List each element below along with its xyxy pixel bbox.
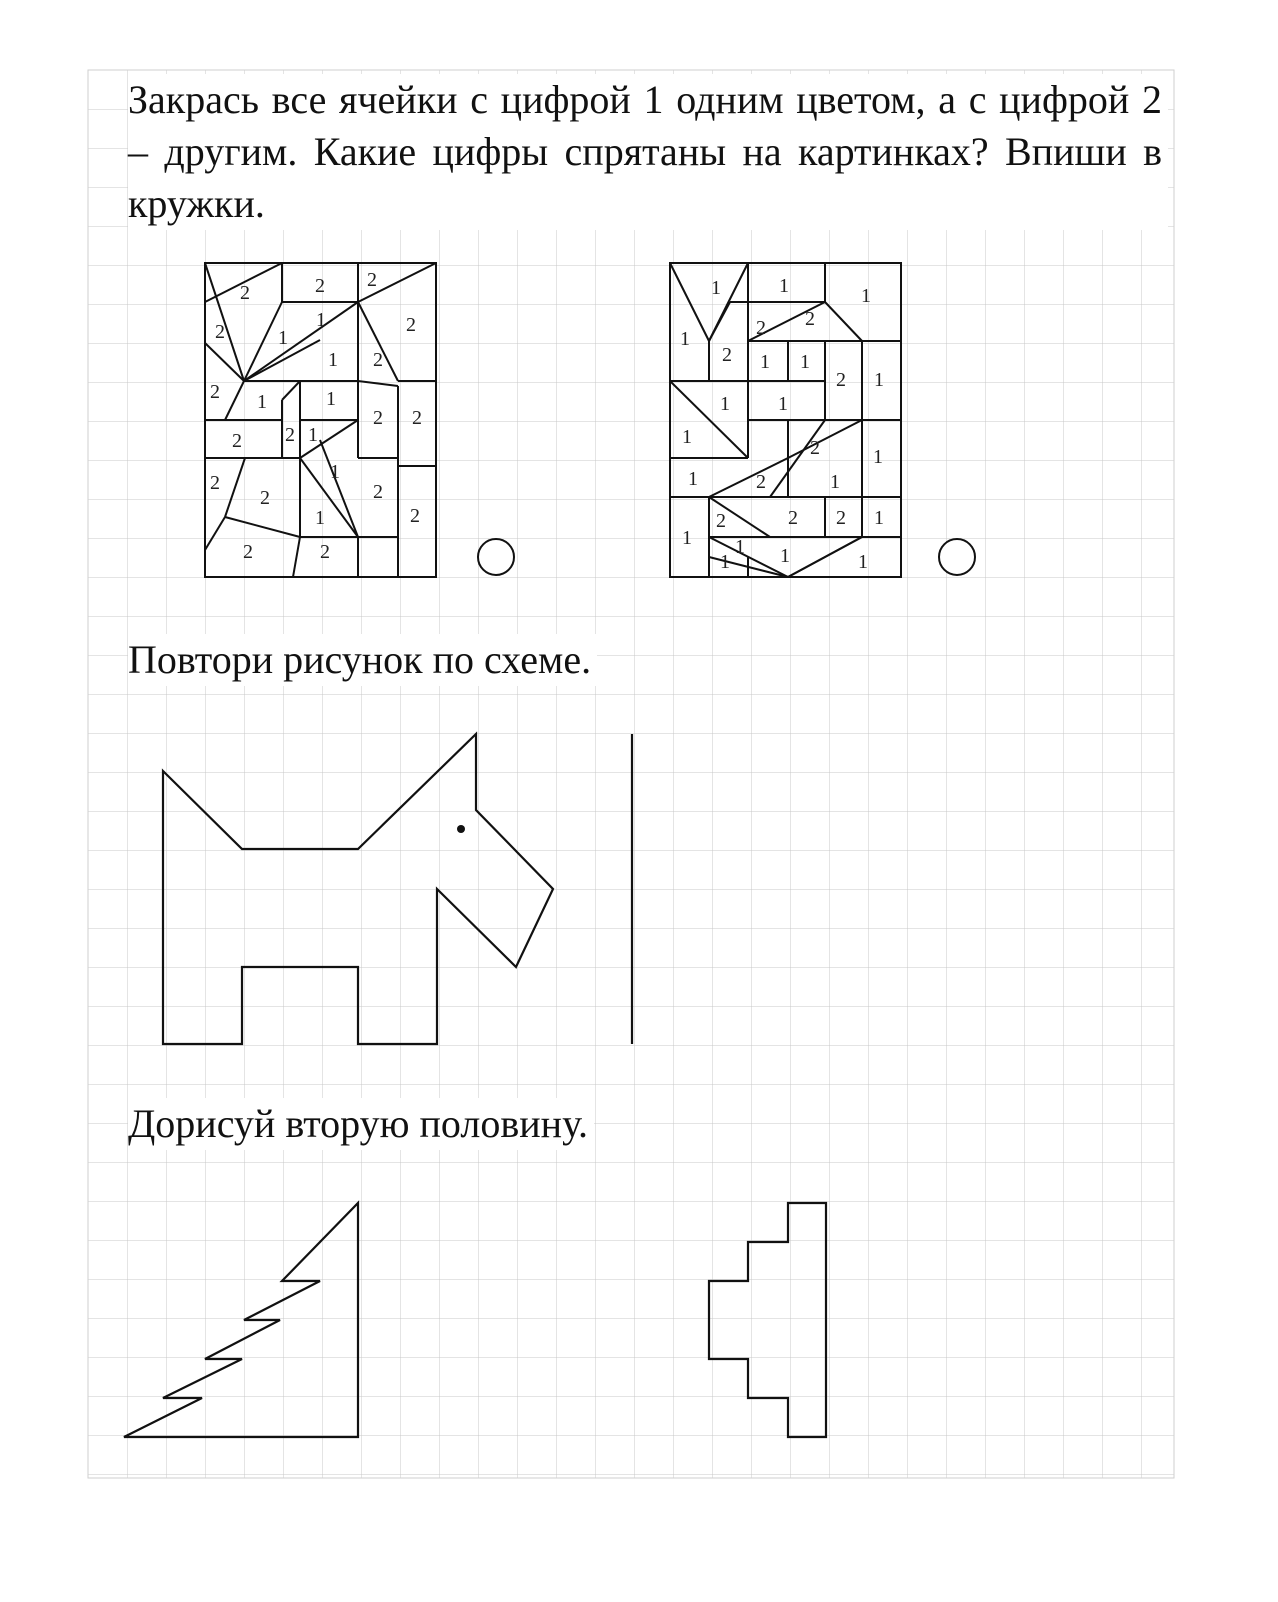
cell-number: 2 [836, 369, 846, 391]
cell-number: 1 [858, 551, 868, 573]
answer-circle-right[interactable] [939, 539, 975, 575]
cell-number: 1 [874, 507, 884, 529]
cell-number: 1 [308, 424, 318, 446]
cell-number: 2 [810, 437, 820, 459]
cell-number: 1 [688, 468, 698, 490]
cell-number: 2 [315, 275, 325, 297]
cell-number: 1 [780, 545, 790, 567]
cell-number: 1 [720, 393, 730, 415]
cell-number: 1 [778, 393, 788, 415]
task1-instruction: Закрась все ячейки с цифрой 1 одним цветом, а с цифрой 2 – другим. Какие цифры спрятаны на картинках? Впиши в кружки. [128, 74, 1168, 230]
cell-number: 1 [861, 285, 871, 307]
cell-number: 2 [260, 487, 270, 509]
cell-number: 2 [232, 430, 242, 452]
cell-number: 2 [373, 407, 383, 429]
cell-number: 1 [711, 277, 721, 299]
cell-number: 1 [326, 388, 336, 410]
cell-number: 1 [682, 527, 692, 549]
answer-circle-left[interactable] [478, 539, 514, 575]
cell-number: 1 [330, 461, 340, 483]
cell-number: 1 [800, 351, 810, 373]
cell-number: 2 [210, 381, 220, 403]
cell-number: 2 [210, 472, 220, 494]
cell-number: 1 [316, 309, 326, 331]
cell-number: 1 [779, 275, 789, 297]
cell-number: 2 [320, 541, 330, 563]
cell-number: 2 [722, 344, 732, 366]
cell-number: 2 [285, 424, 295, 446]
cell-number: 1 [760, 351, 770, 373]
cell-number: 1 [328, 349, 338, 371]
cell-number: 1 [720, 551, 730, 573]
cell-number: 2 [836, 507, 846, 529]
cell-number: 2 [756, 471, 766, 493]
cell-number: 2 [805, 308, 815, 330]
cell-number: 2 [367, 269, 377, 291]
cell-number: 2 [215, 321, 225, 343]
cell-number: 1 [278, 327, 288, 349]
cell-number: 2 [373, 481, 383, 503]
dog-eye [457, 825, 465, 833]
cell-number: 2 [410, 505, 420, 527]
cell-number: 1 [874, 369, 884, 391]
cell-number: 1 [682, 426, 692, 448]
cell-number: 2 [412, 407, 422, 429]
cell-number: 2 [788, 507, 798, 529]
cell-number: 1 [257, 391, 267, 413]
cell-number: 1 [680, 328, 690, 350]
cell-number: 1 [830, 471, 840, 493]
cell-number: 2 [373, 349, 383, 371]
cell-number: 2 [406, 314, 416, 336]
cell-number: 1 [873, 446, 883, 468]
task3-instruction: Дорисуй вторую половину. [128, 1098, 594, 1150]
task2-instruction: Повтори рисунок по схеме. [128, 634, 597, 686]
cell-number: 2 [243, 541, 253, 563]
cell-number: 2 [716, 510, 726, 532]
cell-number: 1 [315, 507, 325, 529]
cell-number: 1 [735, 536, 745, 558]
cell-number: 2 [756, 317, 766, 339]
cell-number: 2 [240, 282, 250, 304]
